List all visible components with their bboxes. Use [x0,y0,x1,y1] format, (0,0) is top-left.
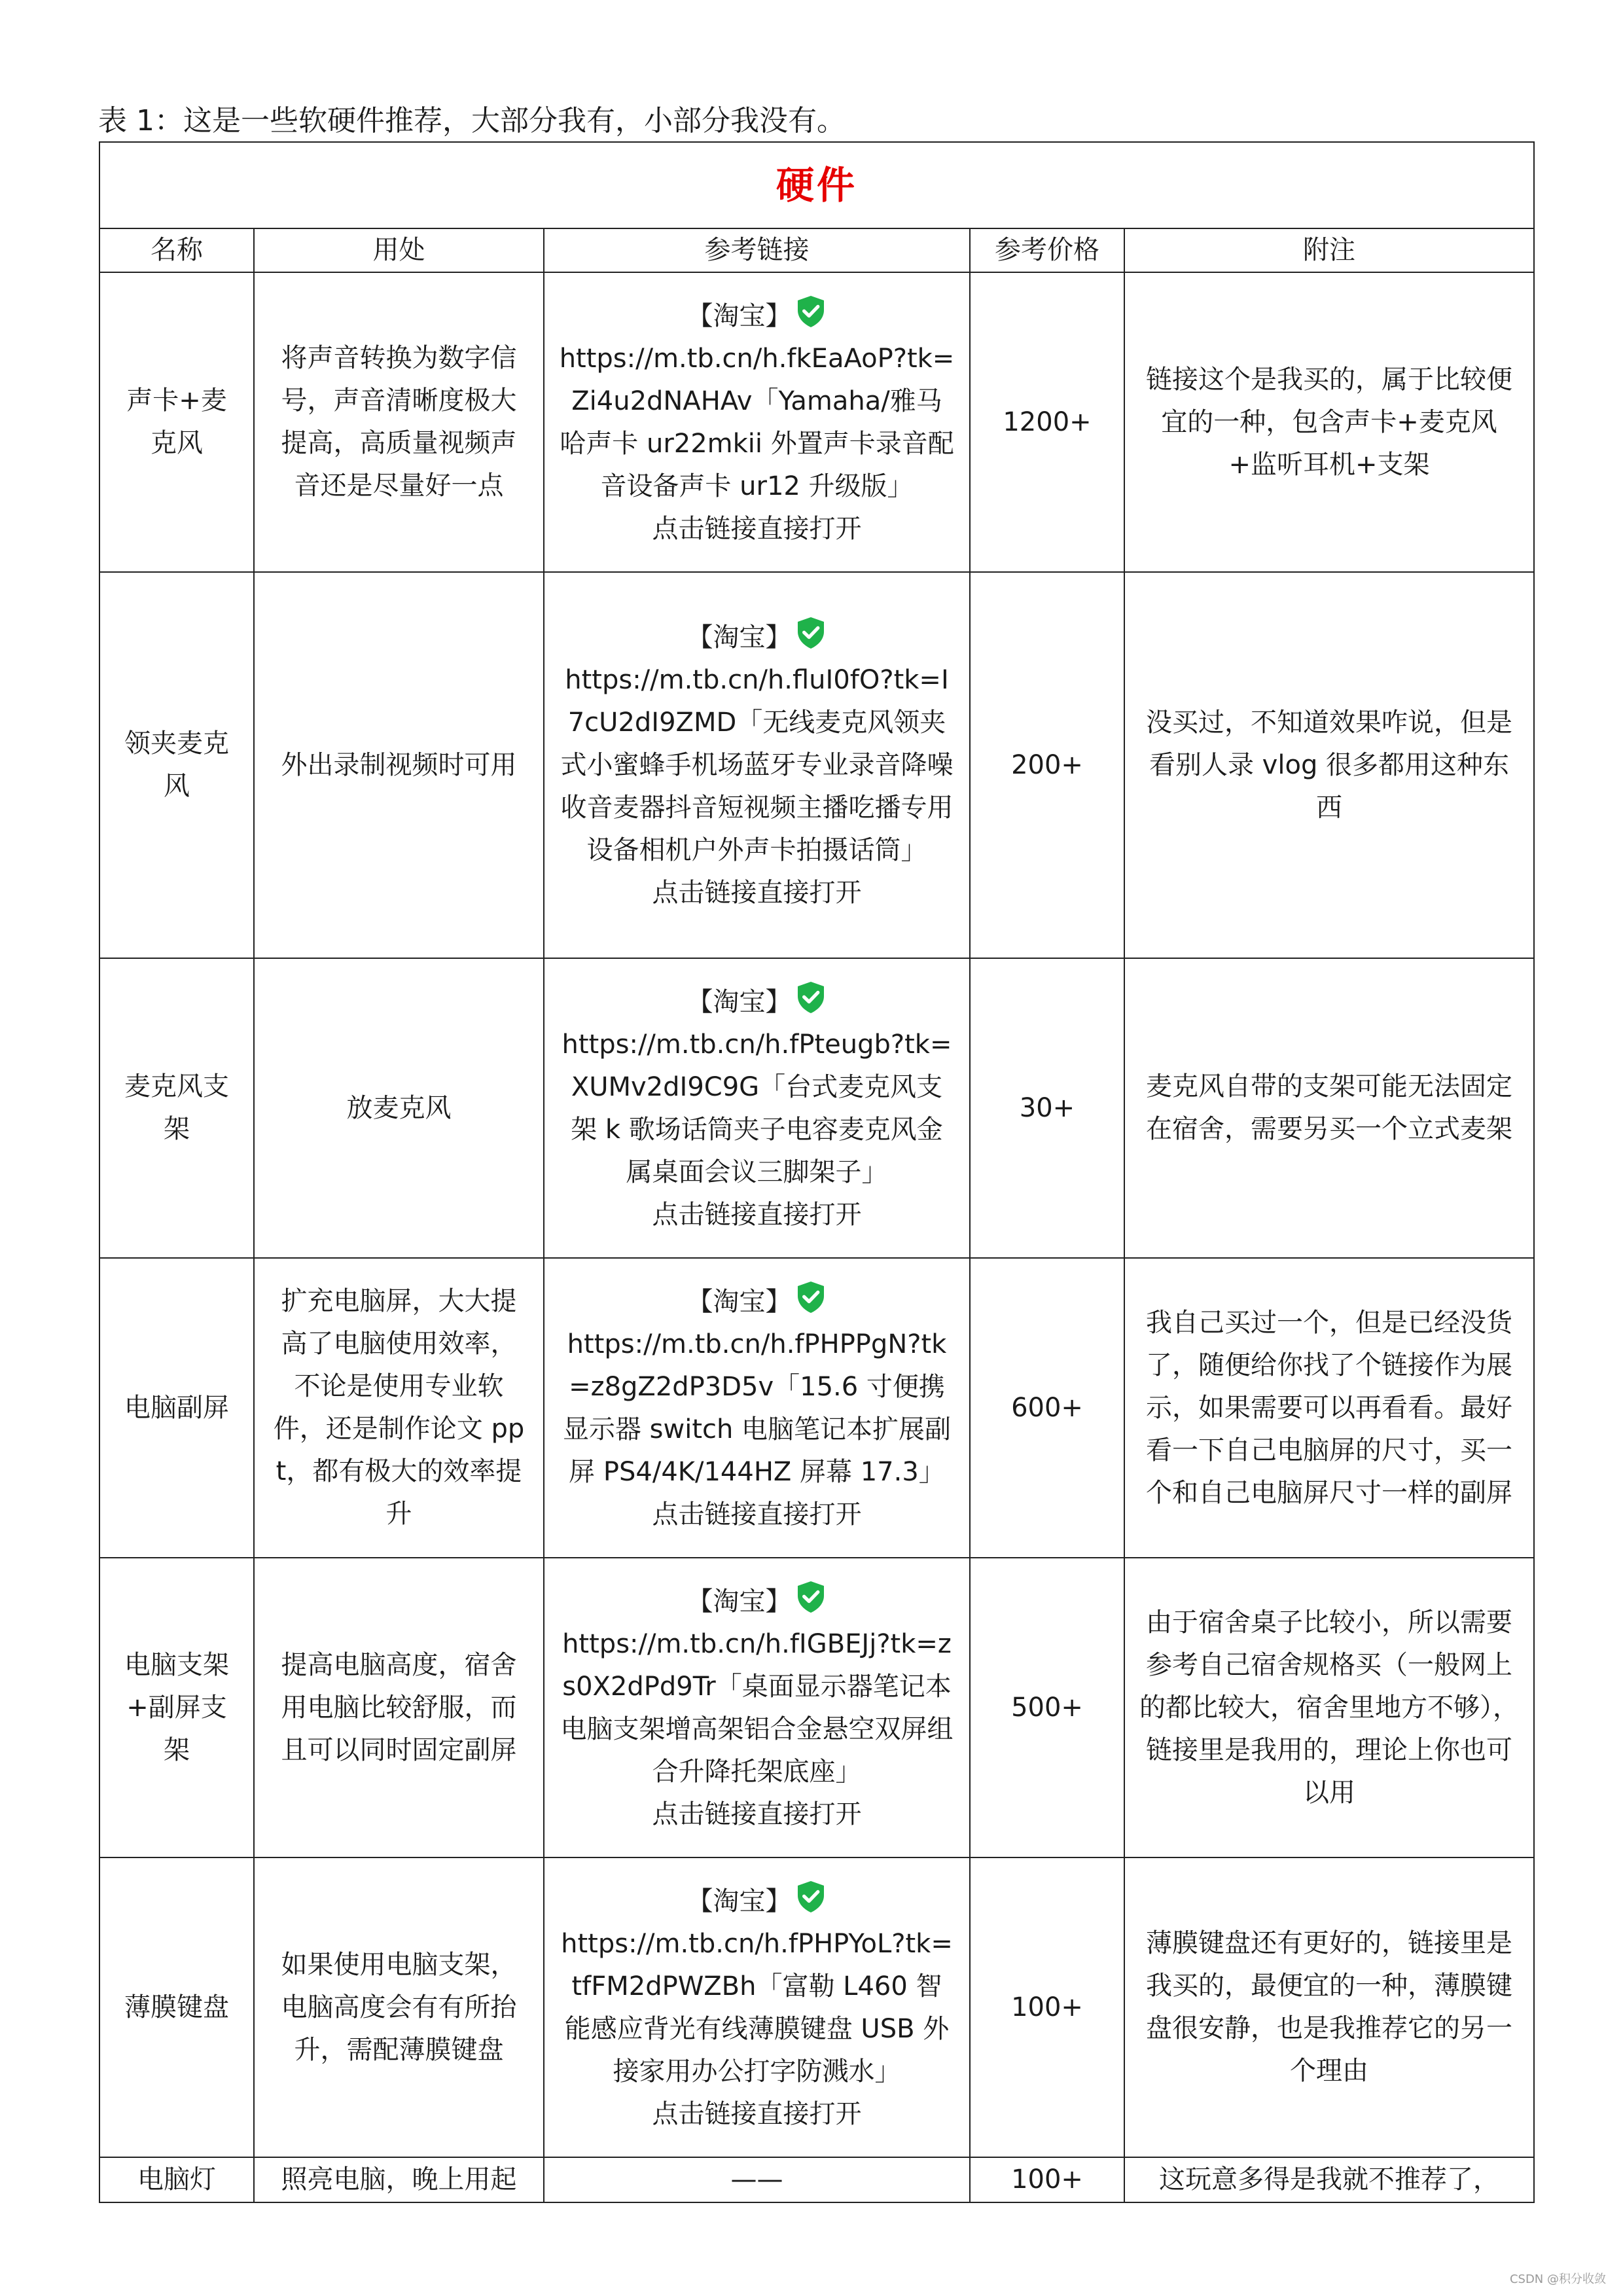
table-row [99,958,1534,1258]
open-link-hint: 点击链接直接打开 [652,2098,862,2129]
item-price: 100+ [970,1857,1124,2157]
open-link-hint: 点击链接直接打开 [652,1499,862,1530]
taobao-label: 【淘宝】 [559,980,955,1024]
header-use: 用处 [254,228,544,272]
item-link[interactable]: https://m.tb.cn/h.fPHPYoL?tk=tfFM2dPWZBh「富勒 L460 智能感应背光有线薄膜键盘 USB 外接家用办公打字防溅水」 [561,1928,953,2087]
open-link-hint: 点击链接直接打开 [652,878,862,908]
item-use: 照亮电脑，晚上用起 [254,2157,544,2202]
item-use: 扩充电脑屏，大大提高了电脑使用效率，不论是使用专业软件，还是制作论文 ppt，都有极大的效率提升 [254,1258,544,1558]
hardware-table [99,141,1535,2203]
shield-check-icon [794,295,827,329]
open-link-hint: 点击链接直接打开 [652,1199,862,1230]
taobao-label: 【淘宝】 [559,616,955,659]
item-use: 如果使用电脑支架，电脑高度会有有所抬升，需配薄膜键盘 [254,1857,544,2157]
item-name: 电脑副屏 [99,1258,254,1558]
open-link-hint: 点击链接直接打开 [652,513,862,544]
item-link-cell [544,958,970,1258]
taobao-label: 【淘宝】 [559,1580,955,1623]
item-use: 将声音转换为数字信号，声音清晰度极大提高，高质量视频声音还是尽量好一点 [254,272,544,572]
header-link: 参考链接 [544,228,970,272]
table-header-row [99,228,1534,272]
watermark: CSDN @积分收敛 [1509,2272,1606,2286]
table-row [99,572,1534,958]
item-link[interactable]: https://m.tb.cn/h.fkEaAoP?tk=Zi4u2dNAHAv「Yamaha/雅马哈声卡 ur22mkii 外置声卡录音配音设备声卡 ur12 升级版」 [559,343,955,501]
shield-check-icon [794,980,827,1014]
table-row [99,1558,1534,1857]
item-name: 薄膜键盘 [99,1857,254,2157]
taobao-label: 【淘宝】 [559,1880,955,1923]
taobao-label: 【淘宝】 [559,1280,955,1323]
header-note: 附注 [1124,228,1534,272]
table-row [99,2157,1534,2202]
item-use: 外出录制视频时可用 [254,572,544,958]
item-link[interactable]: https://m.tb.cn/h.fIGBEJj?tk=zs0X2dPd9Tr「桌面显示器笔记本电脑支架增高架铝合金悬空双屏组合升降托架底座」 [560,1628,954,1787]
header-name: 名称 [99,228,254,272]
table-row [99,1857,1534,2157]
item-note: 薄膜键盘还有更好的，链接里是我买的，最便宜的一种，薄膜键盘很安静，也是我推荐它的另一个理由 [1124,1857,1534,2157]
item-link[interactable]: https://m.tb.cn/h.fPteugb?tk=XUMv2dI9C9G「台式麦克风支架 k 歌场话筒夹子电容麦克风金属桌面会议三脚架子」 [562,1029,952,1187]
item-link[interactable]: https://m.tb.cn/h.fPHPPgN?tk=z8gZ2dP3D5v「15.6 寸便携显示器 switch 电脑笔记本扩展副屏 PS4/4K/144HZ 屏幕 17.3」 [562,1329,952,1487]
taobao-label: 【淘宝】 [559,295,955,338]
table-caption: 表 1：这是一些软硬件推荐，大部分我有，小部分我没有。 [98,104,846,137]
item-link-cell [544,1558,970,1857]
item-note: 这玩意多得是我就不推荐了， [1124,2157,1534,2202]
item-price: 200+ [970,572,1124,958]
item-price: 600+ [970,1258,1124,1558]
item-note: 由于宿舍桌子比较小，所以需要参考自己宿舍规格买（一般网上的都比较大，宿舍里地方不够），链接里是我用的，理论上你也可以用 [1124,1558,1534,1857]
item-link-cell [544,572,970,958]
shield-check-icon [794,616,827,650]
item-name: 领夹麦克风 [99,572,254,958]
shield-check-icon [794,1580,827,1614]
item-price: 30+ [970,958,1124,1258]
item-link-cell [544,1258,970,1558]
item-name: 麦克风支架 [99,958,254,1258]
item-price: 100+ [970,2157,1124,2202]
open-link-hint: 点击链接直接打开 [652,1799,862,1829]
item-name: 电脑灯 [99,2157,254,2202]
item-note: 麦克风自带的支架可能无法固定在宿舍，需要另买一个立式麦架 [1124,958,1534,1258]
table-row [99,272,1534,572]
table-title: 硬件 [99,142,1534,228]
item-note: 我自己买过一个，但是已经没货了，随便给你找了个链接作为展示，如果需要可以再看看。最好看一下自己电脑屏的尺寸，买一个和自己电脑屏尺寸一样的副屏 [1124,1258,1534,1558]
item-name: 声卡+麦克风 [99,272,254,572]
shield-check-icon [794,1280,827,1314]
table-row [99,1258,1534,1558]
item-note: 链接这个是我买的，属于比较便宜的一种，包含声卡+麦克风+监听耳机+支架 [1124,272,1534,572]
item-name: 电脑支架+副屏支架 [99,1558,254,1857]
item-price: 1200+ [970,272,1124,572]
header-price: 参考价格 [970,228,1124,272]
item-link-cell [544,1857,970,2157]
item-link: —— [544,2157,970,2202]
item-note: 没买过，不知道效果咋说，但是看别人录 vlog 很多都用这种东西 [1124,572,1534,958]
shield-check-icon [794,1880,827,1914]
item-use: 放麦克风 [254,958,544,1258]
item-link[interactable]: https://m.tb.cn/h.fluI0fO?tk=I7cU2dI9ZMD「无线麦克风领夹式小蜜蜂手机场蓝牙专业录音降噪收音麦器抖音短视频主播吃播专用设备相机户外声卡拍摄话筒」 [560,665,954,865]
item-link-cell [544,272,970,572]
item-price: 500+ [970,1558,1124,1857]
item-use: 提高电脑高度，宿舍用电脑比较舒服，而且可以同时固定副屏 [254,1558,544,1857]
